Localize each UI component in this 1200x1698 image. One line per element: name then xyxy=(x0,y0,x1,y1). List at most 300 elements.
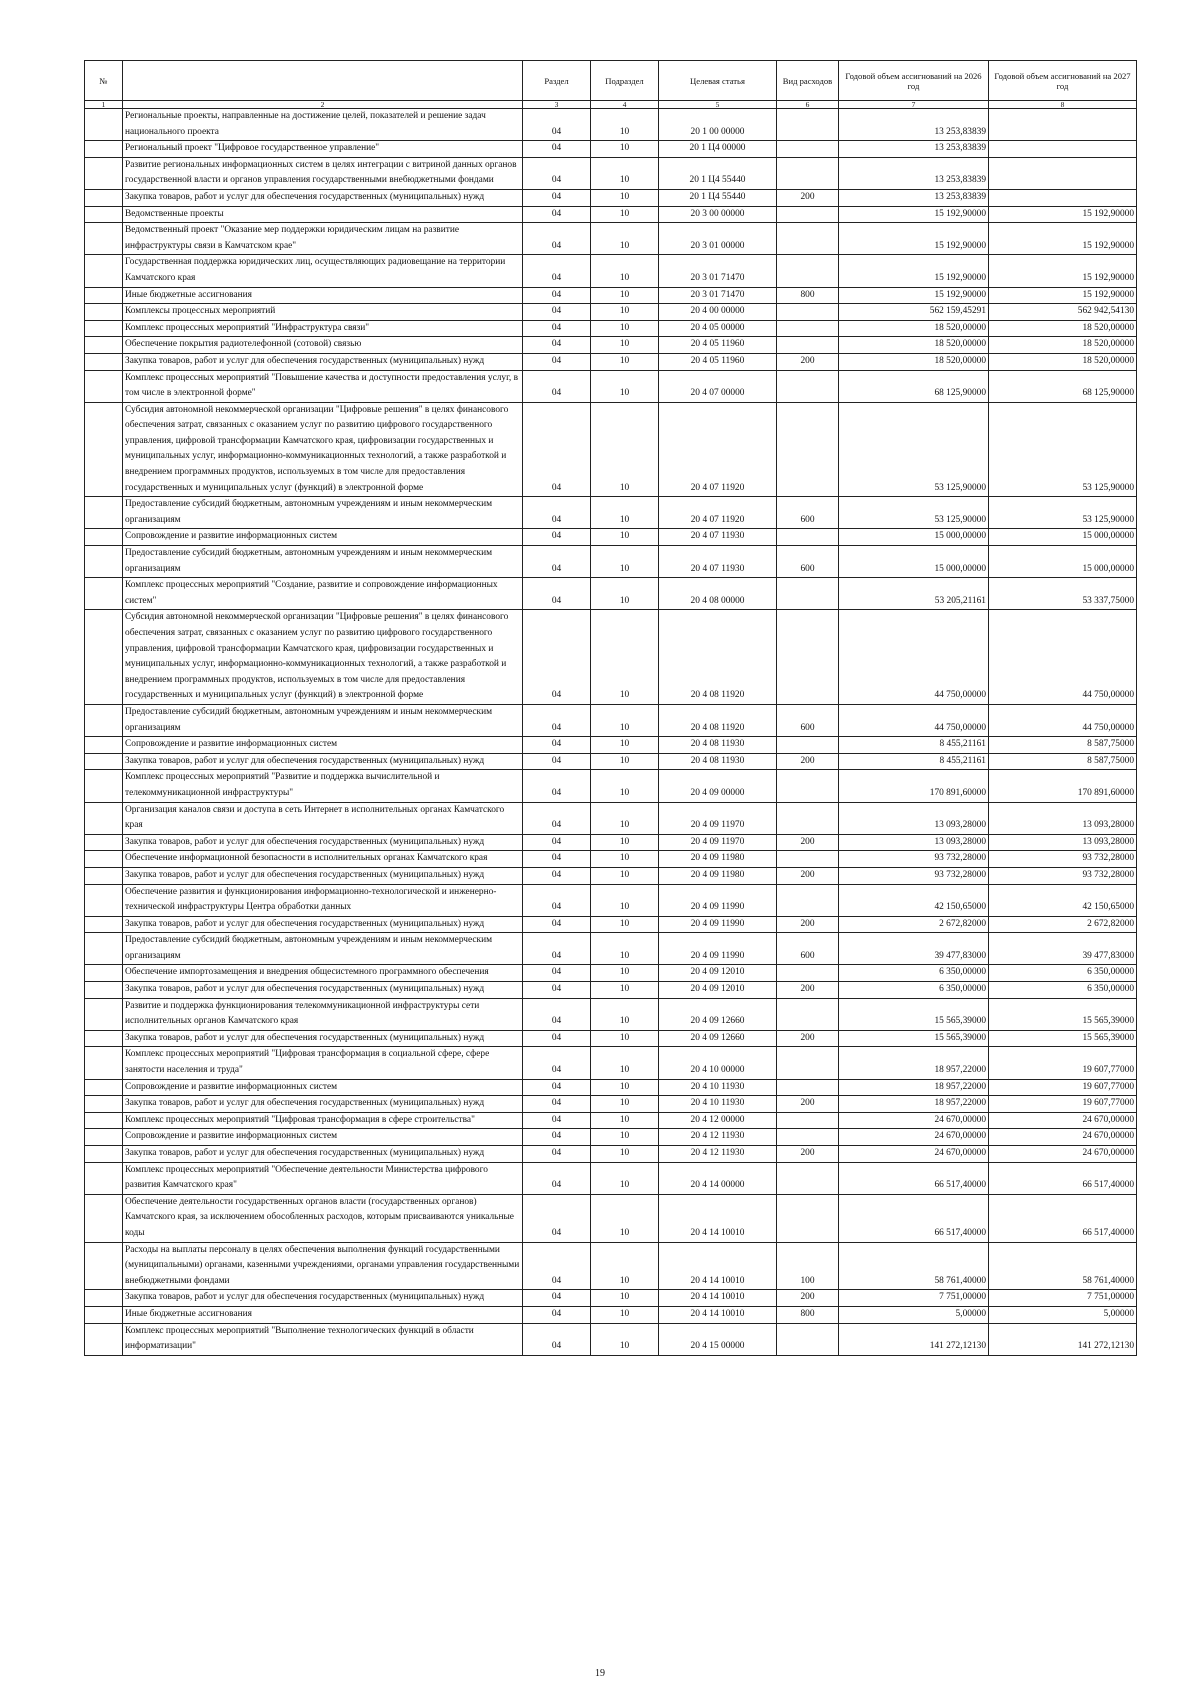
target-article-cell: 20 4 14 00000 xyxy=(659,1162,777,1194)
razdel-cell: 04 xyxy=(523,1146,591,1163)
row-name-cell: Региональный проект "Цифровое государственное управление" xyxy=(123,141,523,158)
volume-2026-cell: 13 253,83839 xyxy=(839,157,989,189)
expense-type-cell: 200 xyxy=(777,982,839,999)
volume-2027-cell: 562 942,54130 xyxy=(989,304,1137,321)
target-article-cell: 20 4 07 11930 xyxy=(659,546,777,578)
row-number-cell xyxy=(85,287,123,304)
podrazdel-cell: 10 xyxy=(591,402,659,497)
expense-type-cell xyxy=(777,370,839,402)
header-podrazdel: Подраздел xyxy=(591,61,659,101)
podrazdel-cell: 10 xyxy=(591,753,659,770)
volume-2026-cell: 13 253,83839 xyxy=(839,109,989,141)
target-article-cell: 20 4 09 11990 xyxy=(659,884,777,916)
table-body xyxy=(85,109,1137,1356)
volume-2026-cell: 8 455,21161 xyxy=(839,737,989,754)
row-number-cell xyxy=(85,206,123,223)
podrazdel-cell: 10 xyxy=(591,287,659,304)
row-name-cell: Организация каналов связи и доступа в сеть Интернет в исполнительных органах Камчатского края xyxy=(123,802,523,834)
volume-2026-cell: 6 350,00000 xyxy=(839,982,989,999)
podrazdel-cell: 10 xyxy=(591,497,659,529)
target-article-cell: 20 3 01 71470 xyxy=(659,287,777,304)
row-name-cell: Закупка товаров, работ и услуг для обеспечения государственных (муниципальных) нужд xyxy=(123,189,523,206)
header-volume-2027: Годовой объем ассигнований на 2027 год xyxy=(989,61,1137,101)
table-row xyxy=(85,1112,1137,1129)
row-number-cell xyxy=(85,402,123,497)
podrazdel-cell: 10 xyxy=(591,867,659,884)
table-row xyxy=(85,933,1137,965)
volume-2026-cell: 15 000,00000 xyxy=(839,546,989,578)
table-header xyxy=(85,61,1137,109)
target-article-cell: 20 4 14 10010 xyxy=(659,1290,777,1307)
volume-2026-cell: 44 750,00000 xyxy=(839,704,989,736)
target-article-cell: 20 4 09 11980 xyxy=(659,867,777,884)
row-name-cell: Обеспечение деятельности государственных органов власти (государственных органов) Камчатского края, за исключением обособленных расходов, которым присваиваются уникальные коды xyxy=(123,1194,523,1242)
page-number: 19 xyxy=(595,1668,605,1679)
podrazdel-cell: 10 xyxy=(591,320,659,337)
table-row xyxy=(85,884,1137,916)
target-article-cell: 20 4 07 00000 xyxy=(659,370,777,402)
podrazdel-cell: 10 xyxy=(591,834,659,851)
row-number-cell xyxy=(85,737,123,754)
target-article-cell: 20 3 01 71470 xyxy=(659,255,777,287)
table-row xyxy=(85,255,1137,287)
row-number-cell xyxy=(85,802,123,834)
razdel-cell: 04 xyxy=(523,206,591,223)
volume-2027-cell: 15 000,00000 xyxy=(989,546,1137,578)
podrazdel-cell: 10 xyxy=(591,737,659,754)
target-article-cell: 20 4 07 11920 xyxy=(659,497,777,529)
volume-2026-cell: 66 517,40000 xyxy=(839,1162,989,1194)
target-article-cell: 20 4 09 11970 xyxy=(659,834,777,851)
volume-2026-cell: 15 192,90000 xyxy=(839,223,989,255)
razdel-cell: 04 xyxy=(523,982,591,999)
razdel-cell: 04 xyxy=(523,1242,591,1290)
razdel-cell: 04 xyxy=(523,884,591,916)
podrazdel-cell: 10 xyxy=(591,370,659,402)
header-razdel: Раздел xyxy=(523,61,591,101)
row-name-cell: Предоставление субсидий бюджетным, автономным учреждениям и иным некоммерческим организациям xyxy=(123,704,523,736)
razdel-cell: 04 xyxy=(523,770,591,802)
expense-type-cell: 800 xyxy=(777,287,839,304)
target-article-cell: 20 4 09 12010 xyxy=(659,965,777,982)
table-row xyxy=(85,737,1137,754)
row-name-cell: Сопровождение и развитие информационных систем xyxy=(123,529,523,546)
volume-2026-cell: 53 205,21161 xyxy=(839,578,989,610)
volume-2027-cell: 44 750,00000 xyxy=(989,610,1137,705)
target-article-cell: 20 4 09 11990 xyxy=(659,916,777,933)
table-row xyxy=(85,834,1137,851)
volume-2027-cell: 24 670,00000 xyxy=(989,1146,1137,1163)
expense-type-cell xyxy=(777,109,839,141)
volume-2026-cell: 15 565,39000 xyxy=(839,998,989,1030)
razdel-cell: 04 xyxy=(523,610,591,705)
volume-2026-cell: 170 891,60000 xyxy=(839,770,989,802)
table-row xyxy=(85,353,1137,370)
razdel-cell: 04 xyxy=(523,1079,591,1096)
razdel-cell: 04 xyxy=(523,704,591,736)
row-number-cell xyxy=(85,770,123,802)
expense-type-cell: 600 xyxy=(777,704,839,736)
podrazdel-cell: 10 xyxy=(591,1306,659,1323)
budget-table xyxy=(84,60,1137,1356)
volume-2027-cell: 15 565,39000 xyxy=(989,1030,1137,1047)
volume-2027-cell: 15 192,90000 xyxy=(989,206,1137,223)
volume-2026-cell: 58 761,40000 xyxy=(839,1242,989,1290)
expense-type-cell: 600 xyxy=(777,497,839,529)
podrazdel-cell: 10 xyxy=(591,1323,659,1355)
expense-type-cell xyxy=(777,737,839,754)
volume-2027-cell: 13 093,28000 xyxy=(989,802,1137,834)
volume-2027-cell: 53 125,90000 xyxy=(989,497,1137,529)
expense-type-cell xyxy=(777,1079,839,1096)
podrazdel-cell: 10 xyxy=(591,1194,659,1242)
expense-type-cell xyxy=(777,402,839,497)
column-index: 4 xyxy=(591,101,659,109)
target-article-cell: 20 4 15 00000 xyxy=(659,1323,777,1355)
table-row xyxy=(85,965,1137,982)
row-number-cell xyxy=(85,1096,123,1113)
table-row xyxy=(85,1323,1137,1355)
volume-2027-cell: 5,00000 xyxy=(989,1306,1137,1323)
expense-type-cell xyxy=(777,965,839,982)
podrazdel-cell: 10 xyxy=(591,933,659,965)
razdel-cell: 04 xyxy=(523,851,591,868)
column-index: 7 xyxy=(839,101,989,109)
razdel-cell: 04 xyxy=(523,320,591,337)
volume-2026-cell: 18 520,00000 xyxy=(839,337,989,354)
row-name-cell: Ведомственные проекты xyxy=(123,206,523,223)
target-article-cell: 20 4 14 10010 xyxy=(659,1242,777,1290)
table-row xyxy=(85,802,1137,834)
expense-type-cell: 200 xyxy=(777,916,839,933)
volume-2026-cell: 24 670,00000 xyxy=(839,1112,989,1129)
target-article-cell: 20 4 14 10010 xyxy=(659,1306,777,1323)
row-name-cell: Комплекс процессных мероприятий "Создание, развитие и сопровождение информационных систем" xyxy=(123,578,523,610)
expense-type-cell xyxy=(777,1112,839,1129)
razdel-cell: 04 xyxy=(523,1047,591,1079)
expense-type-cell: 200 xyxy=(777,189,839,206)
row-name-cell: Закупка товаров, работ и услуг для обеспечения государственных (муниципальных) нужд xyxy=(123,1030,523,1047)
table-row xyxy=(85,578,1137,610)
row-number-cell xyxy=(85,1290,123,1307)
volume-2026-cell: 93 732,28000 xyxy=(839,851,989,868)
volume-2026-cell: 13 253,83839 xyxy=(839,189,989,206)
table-row xyxy=(85,1047,1137,1079)
table-row xyxy=(85,982,1137,999)
podrazdel-cell: 10 xyxy=(591,770,659,802)
table-row xyxy=(85,998,1137,1030)
table-row xyxy=(85,1079,1137,1096)
expense-type-cell: 200 xyxy=(777,834,839,851)
razdel-cell: 04 xyxy=(523,546,591,578)
razdel-cell: 04 xyxy=(523,1290,591,1307)
volume-2027-cell: 15 192,90000 xyxy=(989,223,1137,255)
expense-type-cell xyxy=(777,157,839,189)
volume-2026-cell: 42 150,65000 xyxy=(839,884,989,916)
expense-type-cell xyxy=(777,223,839,255)
row-name-cell: Закупка товаров, работ и услуг для обеспечения государственных (муниципальных) нужд xyxy=(123,982,523,999)
row-name-cell: Закупка товаров, работ и услуг для обеспечения государственных (муниципальных) нужд xyxy=(123,834,523,851)
row-name-cell: Региональные проекты, направленные на достижение целей, показателей и решение задач национального проекта xyxy=(123,109,523,141)
podrazdel-cell: 10 xyxy=(591,1290,659,1307)
podrazdel-cell: 10 xyxy=(591,884,659,916)
expense-type-cell xyxy=(777,141,839,158)
table-row xyxy=(85,753,1137,770)
row-name-cell: Закупка товаров, работ и услуг для обеспечения государственных (муниципальных) нужд xyxy=(123,916,523,933)
row-name-cell: Государственная поддержка юридических лиц, осуществляющих радиовещание на территории Камчатского края xyxy=(123,255,523,287)
target-article-cell: 20 4 08 00000 xyxy=(659,578,777,610)
razdel-cell: 04 xyxy=(523,578,591,610)
razdel-cell: 04 xyxy=(523,370,591,402)
volume-2027-cell: 6 350,00000 xyxy=(989,982,1137,999)
volume-2026-cell: 18 520,00000 xyxy=(839,320,989,337)
razdel-cell: 04 xyxy=(523,1194,591,1242)
podrazdel-cell: 10 xyxy=(591,189,659,206)
row-number-cell xyxy=(85,1323,123,1355)
razdel-cell: 04 xyxy=(523,1162,591,1194)
expense-type-cell: 600 xyxy=(777,546,839,578)
column-index: 5 xyxy=(659,101,777,109)
expense-type-cell xyxy=(777,770,839,802)
table-row xyxy=(85,109,1137,141)
razdel-cell: 04 xyxy=(523,933,591,965)
podrazdel-cell: 10 xyxy=(591,1047,659,1079)
razdel-cell: 04 xyxy=(523,1030,591,1047)
volume-2026-cell: 18 957,22000 xyxy=(839,1079,989,1096)
row-name-cell: Сопровождение и развитие информационных систем xyxy=(123,1129,523,1146)
podrazdel-cell: 10 xyxy=(591,529,659,546)
expense-type-cell: 200 xyxy=(777,353,839,370)
row-name-cell: Комплекс процессных мероприятий "Повышение качества и доступности предоставления услуг, в том числе в электронной форме" xyxy=(123,370,523,402)
target-article-cell: 20 4 05 00000 xyxy=(659,320,777,337)
razdel-cell: 04 xyxy=(523,867,591,884)
expense-type-cell xyxy=(777,529,839,546)
podrazdel-cell: 10 xyxy=(591,206,659,223)
volume-2027-cell: 24 670,00000 xyxy=(989,1129,1137,1146)
razdel-cell: 04 xyxy=(523,737,591,754)
volume-2027-cell: 53 125,90000 xyxy=(989,402,1137,497)
target-article-cell: 20 1 Ц4 55440 xyxy=(659,157,777,189)
volume-2026-cell: 15 565,39000 xyxy=(839,1030,989,1047)
volume-2027-cell: 42 150,65000 xyxy=(989,884,1137,916)
table-row xyxy=(85,157,1137,189)
row-name-cell: Обеспечение развития и функционирования информационно-технологической и инженерно-технической инфраструктуры Центра обработки данных xyxy=(123,884,523,916)
volume-2026-cell: 44 750,00000 xyxy=(839,610,989,705)
target-article-cell: 20 4 14 10010 xyxy=(659,1194,777,1242)
expense-type-cell: 800 xyxy=(777,1306,839,1323)
razdel-cell: 04 xyxy=(523,353,591,370)
row-name-cell: Закупка товаров, работ и услуг для обеспечения государственных (муниципальных) нужд xyxy=(123,753,523,770)
row-number-cell xyxy=(85,1030,123,1047)
row-number-cell xyxy=(85,189,123,206)
podrazdel-cell: 10 xyxy=(591,1079,659,1096)
podrazdel-cell: 10 xyxy=(591,916,659,933)
podrazdel-cell: 10 xyxy=(591,1112,659,1129)
row-number-cell xyxy=(85,141,123,158)
table-row xyxy=(85,1290,1137,1307)
volume-2027-cell: 6 350,00000 xyxy=(989,965,1137,982)
razdel-cell: 04 xyxy=(523,109,591,141)
row-number-cell xyxy=(85,578,123,610)
expense-type-cell xyxy=(777,320,839,337)
podrazdel-cell: 10 xyxy=(591,1096,659,1113)
volume-2026-cell: 8 455,21161 xyxy=(839,753,989,770)
expense-type-cell xyxy=(777,206,839,223)
podrazdel-cell: 10 xyxy=(591,337,659,354)
row-number-cell xyxy=(85,1146,123,1163)
volume-2027-cell: 8 587,75000 xyxy=(989,753,1137,770)
razdel-cell: 04 xyxy=(523,337,591,354)
podrazdel-cell: 10 xyxy=(591,1146,659,1163)
table-row xyxy=(85,704,1137,736)
table-row xyxy=(85,304,1137,321)
table-row xyxy=(85,851,1137,868)
volume-2027-cell: 2 672,82000 xyxy=(989,916,1137,933)
razdel-cell: 04 xyxy=(523,802,591,834)
expense-type-cell: 200 xyxy=(777,753,839,770)
expense-type-cell xyxy=(777,1194,839,1242)
podrazdel-cell: 10 xyxy=(591,157,659,189)
podrazdel-cell: 10 xyxy=(591,1030,659,1047)
expense-type-cell xyxy=(777,1129,839,1146)
row-number-cell xyxy=(85,982,123,999)
row-number-cell xyxy=(85,109,123,141)
podrazdel-cell: 10 xyxy=(591,802,659,834)
volume-2026-cell: 13 253,83839 xyxy=(839,141,989,158)
target-article-cell: 20 4 10 11930 xyxy=(659,1096,777,1113)
podrazdel-cell: 10 xyxy=(591,255,659,287)
row-name-cell: Иные бюджетные ассигнования xyxy=(123,1306,523,1323)
row-number-cell xyxy=(85,851,123,868)
row-name-cell: Закупка товаров, работ и услуг для обеспечения государственных (муниципальных) нужд xyxy=(123,1146,523,1163)
row-number-cell xyxy=(85,1047,123,1079)
row-number-cell xyxy=(85,1194,123,1242)
volume-2026-cell: 68 125,90000 xyxy=(839,370,989,402)
volume-2027-cell: 93 732,28000 xyxy=(989,851,1137,868)
razdel-cell: 04 xyxy=(523,189,591,206)
row-number-cell xyxy=(85,834,123,851)
target-article-cell: 20 4 10 00000 xyxy=(659,1047,777,1079)
volume-2026-cell: 2 672,82000 xyxy=(839,916,989,933)
row-name-cell: Иные бюджетные ассигнования xyxy=(123,287,523,304)
row-number-cell xyxy=(85,610,123,705)
target-article-cell: 20 4 10 11930 xyxy=(659,1079,777,1096)
row-name-cell: Закупка товаров, работ и услуг для обеспечения государственных (муниципальных) нужд xyxy=(123,1096,523,1113)
podrazdel-cell: 10 xyxy=(591,965,659,982)
volume-2026-cell: 53 125,90000 xyxy=(839,402,989,497)
target-article-cell: 20 4 08 11930 xyxy=(659,737,777,754)
row-name-cell: Развитие и поддержка функционирования телекоммуникационной инфраструктуры сети исполнительных органов Камчатского края xyxy=(123,998,523,1030)
target-article-cell: 20 4 07 11930 xyxy=(659,529,777,546)
podrazdel-cell: 10 xyxy=(591,141,659,158)
razdel-cell: 04 xyxy=(523,834,591,851)
razdel-cell: 04 xyxy=(523,1129,591,1146)
row-number-cell xyxy=(85,998,123,1030)
target-article-cell: 20 4 09 00000 xyxy=(659,770,777,802)
header-target-article: Целевая статья xyxy=(659,61,777,101)
table-row xyxy=(85,141,1137,158)
volume-2027-cell: 18 520,00000 xyxy=(989,320,1137,337)
table-row xyxy=(85,206,1137,223)
target-article-cell: 20 1 Ц4 00000 xyxy=(659,141,777,158)
row-name-cell: Развитие региональных информационных систем в целях интеграции с витриной данных органов государственной власти и органов управления государственными внебюджетными фондами xyxy=(123,157,523,189)
table-row xyxy=(85,402,1137,497)
podrazdel-cell: 10 xyxy=(591,610,659,705)
razdel-cell: 04 xyxy=(523,1112,591,1129)
row-name-cell: Комплекс процессных мероприятий "Цифровая трансформация в социальной сфере, сфере занятости населения и труда" xyxy=(123,1047,523,1079)
volume-2027-cell: 19 607,77000 xyxy=(989,1079,1137,1096)
target-article-cell: 20 4 09 11980 xyxy=(659,851,777,868)
volume-2027-cell: 170 891,60000 xyxy=(989,770,1137,802)
row-number-cell xyxy=(85,916,123,933)
expense-type-cell: 100 xyxy=(777,1242,839,1290)
volume-2027-cell: 15 192,90000 xyxy=(989,255,1137,287)
table-row xyxy=(85,1146,1137,1163)
row-name-cell: Комплекс процессных мероприятий "Цифровая трансформация в сфере строительства" xyxy=(123,1112,523,1129)
razdel-cell: 04 xyxy=(523,287,591,304)
expense-type-cell xyxy=(777,1162,839,1194)
target-article-cell: 20 4 09 12660 xyxy=(659,998,777,1030)
volume-2026-cell: 13 093,28000 xyxy=(839,834,989,851)
razdel-cell: 04 xyxy=(523,998,591,1030)
target-article-cell: 20 3 00 00000 xyxy=(659,206,777,223)
volume-2027-cell: 13 093,28000 xyxy=(989,834,1137,851)
expense-type-cell: 600 xyxy=(777,933,839,965)
table-row xyxy=(85,1194,1137,1242)
volume-2027-cell xyxy=(989,189,1137,206)
volume-2027-cell: 66 517,40000 xyxy=(989,1194,1137,1242)
volume-2027-cell: 8 587,75000 xyxy=(989,737,1137,754)
row-name-cell: Обеспечение импортозамещения и внедрения общесистемного программного обеспечения xyxy=(123,965,523,982)
expense-type-cell xyxy=(777,610,839,705)
podrazdel-cell: 10 xyxy=(591,851,659,868)
volume-2027-cell: 93 732,28000 xyxy=(989,867,1137,884)
row-number-cell xyxy=(85,223,123,255)
table-row xyxy=(85,1242,1137,1290)
expense-type-cell: 200 xyxy=(777,867,839,884)
target-article-cell: 20 1 00 00000 xyxy=(659,109,777,141)
volume-2026-cell: 6 350,00000 xyxy=(839,965,989,982)
header-expense-type: Вид расходов xyxy=(777,61,839,101)
target-article-cell: 20 3 01 00000 xyxy=(659,223,777,255)
row-name-cell: Сопровождение и развитие информационных систем xyxy=(123,737,523,754)
column-index-row xyxy=(85,101,1137,109)
expense-type-cell xyxy=(777,337,839,354)
target-article-cell: 20 4 08 11930 xyxy=(659,753,777,770)
table-row xyxy=(85,1129,1137,1146)
expense-type-cell xyxy=(777,851,839,868)
volume-2027-cell: 15 565,39000 xyxy=(989,998,1137,1030)
volume-2027-cell: 44 750,00000 xyxy=(989,704,1137,736)
volume-2026-cell: 5,00000 xyxy=(839,1306,989,1323)
row-number-cell xyxy=(85,353,123,370)
row-number-cell xyxy=(85,1162,123,1194)
row-number-cell xyxy=(85,337,123,354)
target-article-cell: 20 4 00 00000 xyxy=(659,304,777,321)
volume-2027-cell: 19 607,77000 xyxy=(989,1096,1137,1113)
row-number-cell xyxy=(85,1129,123,1146)
row-name-cell: Субсидия автономной некоммерческой организации "Цифровые решения" в целях финансового обеспечения затрат, связанных с оказанием услуг по развитию цифрового государственного управления, цифровой трансформации Камчатского края, цифровизации государственных и муниципальных услуг, информационно-коммуникационных технологий, а также разработкой и внедрением программных продуктов, используемых в том числе для предоставления государственных и муниципальных услуг (функций) в электронной форме xyxy=(123,402,523,497)
row-number-cell xyxy=(85,546,123,578)
row-name-cell: Предоставление субсидий бюджетным, автономным учреждениям и иным некоммерческим организациям xyxy=(123,933,523,965)
volume-2027-cell: 24 670,00000 xyxy=(989,1112,1137,1129)
volume-2026-cell: 13 093,28000 xyxy=(839,802,989,834)
target-article-cell: 20 4 09 11970 xyxy=(659,802,777,834)
row-number-cell xyxy=(85,1079,123,1096)
volume-2027-cell xyxy=(989,141,1137,158)
podrazdel-cell: 10 xyxy=(591,223,659,255)
podrazdel-cell: 10 xyxy=(591,1242,659,1290)
